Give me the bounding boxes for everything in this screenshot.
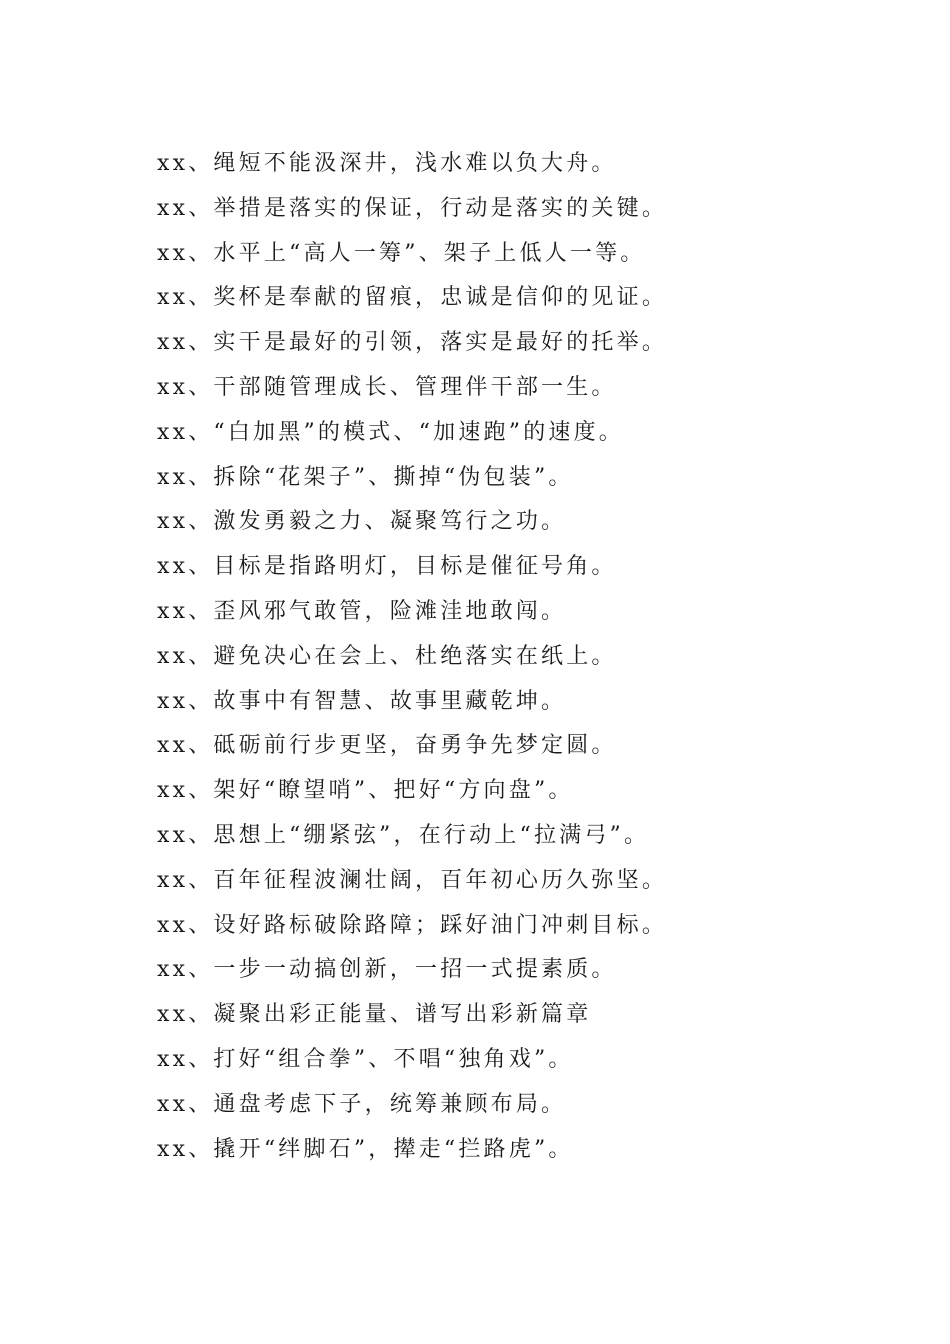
phrase-line: xx、激发勇毅之力、凝聚笃行之功。 — [157, 509, 567, 535]
phrase-line: xx、水平上“高人一筹”、架子上低人一等。 — [157, 240, 646, 266]
phrase-line: xx、凝聚出彩正能量、谱写出彩新篇章 — [157, 1002, 592, 1028]
phrase-line: xx、歪风邪气敢管，险滩洼地敢闯。 — [157, 598, 567, 624]
phrase-line: xx、绳短不能汲深井，浅水难以负大舟。 — [157, 151, 617, 176]
phrase-line: xx、“白加黑”的模式、“加速跑”的速度。 — [157, 419, 625, 445]
phrase-line: xx、设好路标破除路障；踩好油门冲刺目标。 — [157, 912, 668, 938]
phrase-line: xx、举措是落实的保证，行动是落实的关键。 — [157, 195, 668, 221]
phrase-line: xx、拆除“花架子”、撕掉“伪包装”。 — [157, 464, 574, 490]
phrase-line: xx、通盘考虑下子，统筹兼顾布局。 — [157, 1091, 567, 1117]
phrase-line: xx、撬开“绊脚石”，撵走“拦路虎”。 — [157, 1136, 574, 1162]
phrase-line: xx、百年征程波澜壮阔，百年初心历久弥坚。 — [157, 867, 668, 893]
phrase-line: xx、打好“组合拳”、不唱“独角戏”。 — [157, 1046, 574, 1072]
phrase-line: xx、故事中有智慧、故事里藏乾坤。 — [157, 688, 567, 714]
phrase-line: xx、实干是最好的引领，落实是最好的托举。 — [157, 330, 668, 356]
phrase-line: xx、思想上“绷紧弦”，在行动上“拉满弓”。 — [157, 822, 650, 848]
phrase-line: xx、干部随管理成长、管理伴干部一生。 — [157, 374, 617, 400]
phrase-line: xx、目标是指路明灯，目标是催征号角。 — [157, 554, 617, 580]
phrase-line: xx、砥砺前行步更坚，奋勇争先梦定圆。 — [157, 733, 617, 759]
phrase-line: xx、架好“瞭望哨”、把好“方向盘”。 — [157, 778, 574, 804]
phrase-list — [157, 144, 897, 1174]
phrase-line: xx、一步一动搞创新，一招一式提素质。 — [157, 957, 617, 983]
phrase-line: xx、奖杯是奉献的留痕，忠诚是信仰的见证。 — [157, 285, 668, 311]
phrase-line: xx、避免决心在会上、杜绝落实在纸上。 — [157, 643, 617, 669]
